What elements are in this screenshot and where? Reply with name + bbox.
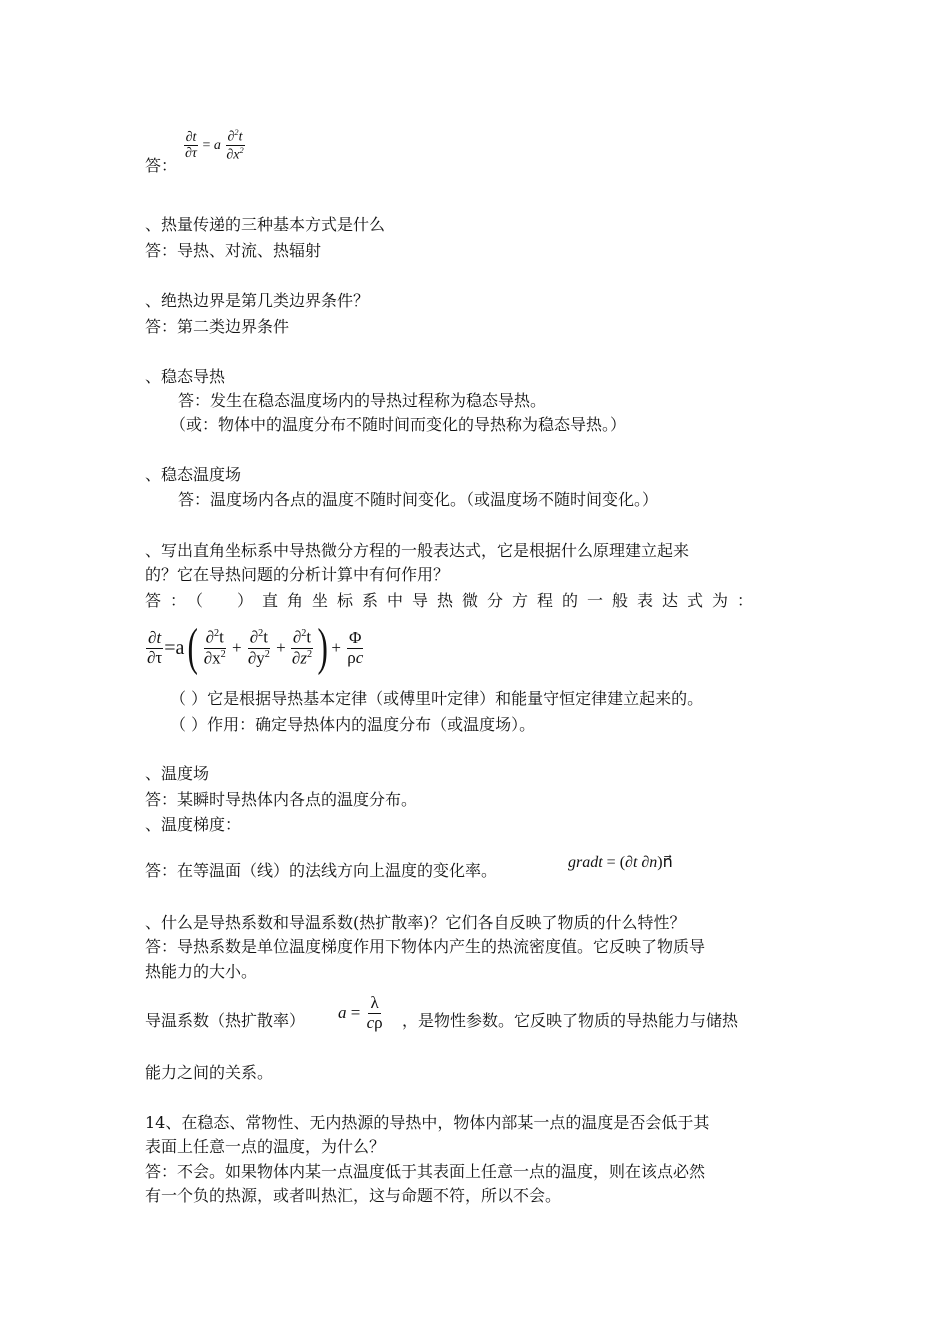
question-steady-field: 、稳态温度场 (145, 465, 242, 484)
answer-steady-conduction: 答：发生在稳态温度场内的导热过程称为稳态导热。 (178, 391, 547, 410)
question-diff-equation-2: 的？它在导热问题的分析计算中有何作用？ (145, 565, 450, 584)
question-heat-transfer-modes: 、热量传递的三种基本方式是什么 (145, 215, 386, 234)
question-temperature-gradient: 、温度梯度： (145, 815, 242, 834)
equation-general-conduction: $\frac{\partial t}{\partial\tau}$ =a( $\frac{\partial^2t}{\partial x^2}$ + $\frac{\partial^2t}{\partial y^2}$ + $\frac{\partial^2t}{\partial z^2}$ ) + $\frac{\Phi}{\rho c}$ (147, 619, 364, 676)
answer-adiabatic-boundary: 答：第二类边界条件 (145, 317, 290, 336)
answer-prefix: 答： (145, 158, 178, 175)
question-diff-equation: 、写出直角坐标系中导热微分方程的一般表达式，它是根据什么原理建立起来 (145, 541, 690, 560)
answer-14-2: 有一个负的热源，或者叫热汇，这与命题不符，所以不会。 (145, 1186, 562, 1205)
equation-gradient: gradt = (∂t ∂n)n⃗ (568, 854, 673, 871)
answer-steady-conduction-alt: （或：物体中的温度分布不随时间而变化的导热称为稳态导热。） (170, 415, 627, 434)
answer-heat-transfer-modes: 答：导热、对流、热辐射 (145, 241, 322, 260)
question-temperature-field: 、温度场 (145, 764, 210, 783)
answer-diff-equation-point1: （ ）它是根据导热基本定律（或傅里叶定律）和能量守恒定律建立起来的。 (170, 689, 704, 708)
diffusivity-label: 导温系数（热扩散率） (145, 1011, 306, 1030)
question-steady-conduction: 、稳态导热 (145, 367, 226, 386)
diffusivity-description-2: 能力之间的关系。 (145, 1063, 274, 1082)
answer-temperature-gradient: 答：在等温面（线）的法线方向上温度的变化率。 (145, 861, 498, 880)
answer-diff-equation-intro: 答：（ ）直角坐标系中导热微分方程的一般表达式为： (145, 591, 763, 610)
question-conductivity: 、什么是导热系数和导温系数(热扩散率)？它们各自反映了物质的什么特性？ (145, 913, 686, 932)
answer-temperature-field: 答：某瞬时导热体内各点的温度分布。 (145, 790, 418, 809)
answer-14: 答：不会。如果物体内某一点温度低于其表面上任意一点的温度，则在该点必然 (145, 1162, 706, 1181)
equation-diffusivity: a = $\frac{\lambda}{c\rho}$ (338, 993, 383, 1032)
answer-conductivity: 答：导热系数是单位温度梯度作用下物体内产生的热流密度值。它反映了物质导 (145, 937, 706, 956)
question-14: 14、在稳态、常物性、无内热源的导热中，物体内部某一点的温度是否会低于其 (145, 1113, 710, 1132)
answer-diff-equation-point2: （ ）作用：确定导热体内的温度分布（或温度场）。 (170, 715, 536, 734)
answer-steady-field: 答：温度场内各点的温度不随时间变化。（或温度场不随时间变化。） (178, 490, 659, 509)
answer-conductivity-2: 热能力的大小。 (145, 962, 258, 981)
question-adiabatic-boundary: 、绝热边界是第几类边界条件？ (145, 291, 370, 310)
diffusivity-description: ，是物性参数。它反映了物质的导热能力与储热 (402, 1011, 739, 1030)
question-14-2: 表面上任意一点的温度，为什么？ (145, 1137, 386, 1156)
